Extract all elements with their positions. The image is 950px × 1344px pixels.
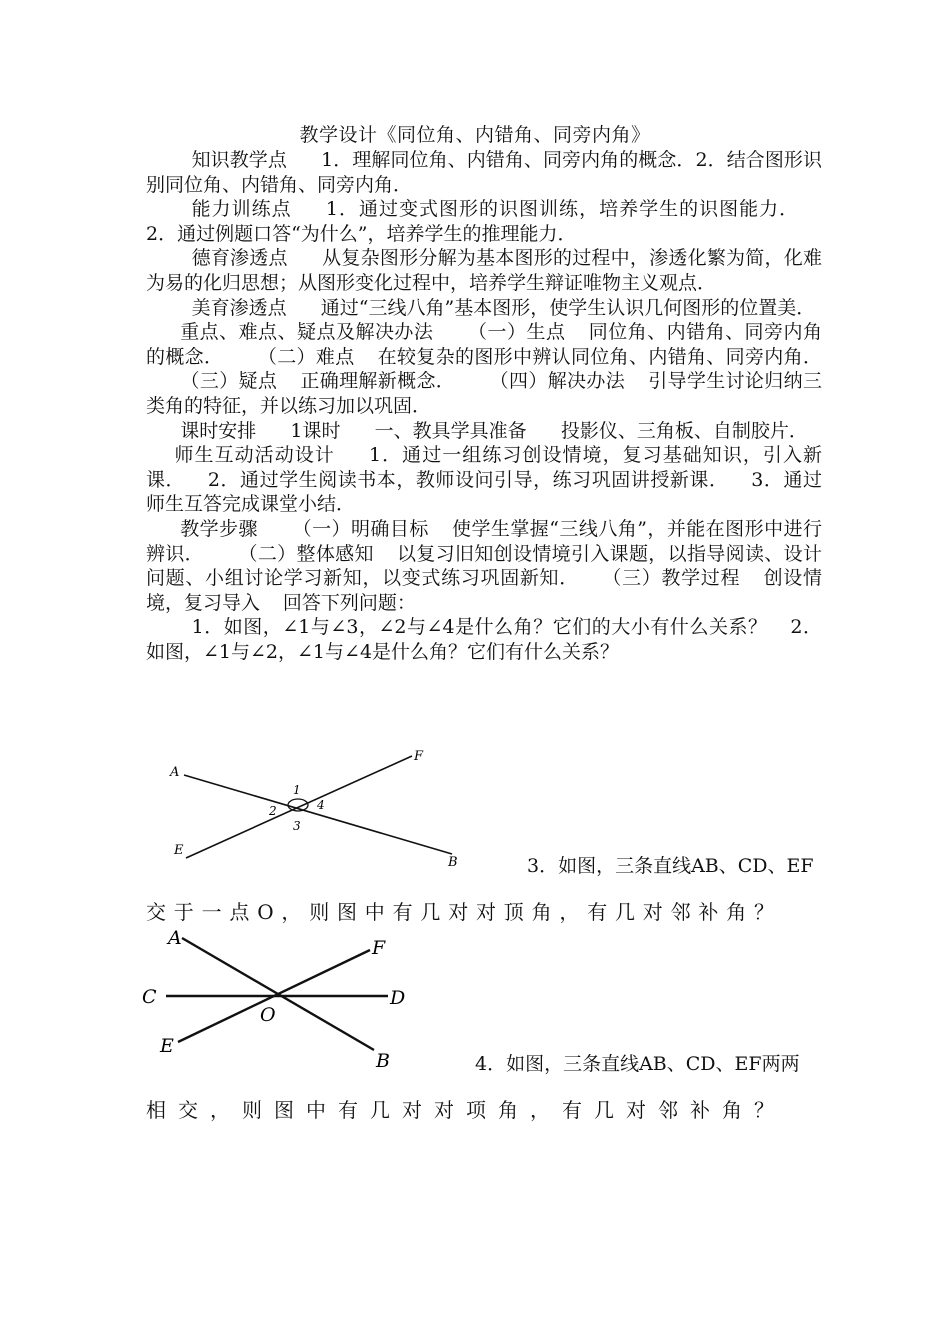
interaction-text-3: 3．通过师生互答完成课堂小结． — [146, 468, 822, 516]
label-b: B — [448, 855, 458, 870]
question-3-end: 交于一点O，则图中有几对对顶角，有几对邻补角？ — [146, 900, 774, 924]
steps-s1-label: （一）明确目标 — [292, 517, 429, 540]
keypoints-p2-text: 在较复杂的图形中辨认同位角、内错角、同旁内角． — [377, 345, 822, 368]
paragraph-schedule — [146, 419, 822, 444]
steps-s1-text: 使学生掌握“三线八角”，并能在图形中进行辨识． — [146, 517, 822, 565]
paragraph-beauty — [146, 296, 822, 321]
line-ab — [184, 775, 452, 854]
keypoints-p3-label: （三）疑点 — [180, 370, 278, 393]
label-b: B — [376, 1050, 390, 1072]
keypoints-p2-label: （二）难点 — [257, 345, 355, 368]
label-o: O — [260, 1004, 276, 1026]
interaction-text-1: 1．通过一组练习创设情境，复习基础知识，引入新课． — [146, 444, 822, 491]
ability-label: 能力训练点 — [191, 198, 292, 221]
question-4-end: 相交，则图中有几对对项角，有几对邻补角？ — [146, 1098, 774, 1122]
moral-text: 从复杂图形分解为基本图形的过程中，渗透化繁为简，化难为易的化归思想；从图形变化过程中，培养学生辩证唯物主义观点． — [146, 247, 822, 294]
beauty-label: 美育渗透点 — [191, 296, 287, 319]
steps-s3-text: 回答下列问题： — [282, 591, 416, 614]
keypoints-p3-text: 正确理解新概念． — [300, 370, 456, 393]
label-angle-4: 4 — [317, 798, 325, 812]
interaction-label: 师生互动活动设计 — [174, 444, 335, 467]
tools-text: 投影仪、三角板、自制胶片． — [560, 419, 808, 442]
label-e: E — [160, 1035, 174, 1057]
figure-2-svg — [138, 924, 418, 1076]
paragraph-ability — [146, 197, 822, 246]
steps-s2-label: （二）整体感知 — [238, 542, 374, 565]
keypoints-p1-label: （一）生点 — [467, 321, 566, 344]
paragraph-keypoints — [146, 320, 822, 418]
document-title: 教学设计《同位角、内错角、同旁内角》 — [299, 124, 651, 146]
keypoints-p4-text: 引导学生讨论归纳三类角的特征，并以练习加以巩固． — [146, 370, 822, 417]
question-2: 2．如图，∠1与∠2，∠1与∠4是什么角？它们有什么关系？ — [146, 616, 822, 663]
steps-s2-text: 以复习旧知创设情境引入课题，以指导阅读、设计问题、小组讨论学习新知，以变式练习巩固新知． — [146, 542, 822, 590]
paragraph-interaction — [146, 443, 822, 517]
document-body — [146, 148, 822, 664]
label-e: E — [174, 843, 184, 858]
line-ef — [186, 756, 412, 858]
schedule-text: 1课时 — [290, 419, 341, 442]
moral-label: 德育渗透点 — [191, 247, 288, 270]
question-3-start: 3．如图，三条直线AB、CD、EF — [527, 855, 814, 877]
keypoints-label: 重点、难点、疑点及解决办法 — [180, 321, 434, 344]
paragraph-questions — [146, 615, 822, 664]
ability-text-1: 1．通过变式图形的识图训练，培养学生的识图能力． — [325, 198, 800, 221]
label-angle-1: 1 — [293, 783, 301, 797]
label-f: F — [372, 937, 386, 959]
knowledge-text: 1．理解同位角、内错角、同旁内角的概念．2．结合图形识别同位角、内错角、同旁内角． — [146, 149, 822, 196]
interaction-text-2: 2．通过学生阅读书本，教师设问引导，练习巩固讲授新课． — [207, 468, 729, 491]
label-a: A — [170, 765, 180, 780]
label-angle-3: 3 — [293, 819, 301, 833]
steps-s3-label: （三）教学过程 — [601, 567, 741, 590]
figure-1 — [160, 748, 480, 878]
paragraph-knowledge — [146, 148, 822, 197]
question-1: 1．如图，∠1与∠3，∠2与∠4是什么角？它们的大小有什么关系？ — [191, 616, 768, 639]
knowledge-label: 知识教学点 — [191, 149, 287, 171]
figure-2 — [138, 924, 418, 1076]
keypoints-p4-label: （四）解决办法 — [489, 370, 626, 393]
beauty-text: 通过“三线八角”基本图形，使学生认识几何图形的位置美． — [320, 296, 816, 319]
schedule-label: 课时安排 — [180, 419, 257, 442]
label-f: F — [414, 749, 424, 764]
figure-1-svg — [160, 748, 480, 878]
steps-label: 教学步骤 — [180, 517, 258, 540]
label-c: C — [142, 986, 157, 1008]
question-4-start: 4．如图，三条直线AB、CD、EF两两 — [475, 1053, 800, 1075]
label-d: D — [390, 987, 406, 1009]
steps-s3-sub: 创设情境，复习导入 — [146, 567, 822, 614]
keypoints-p1-text: 同位角、内错角、同旁内角的概念． — [146, 321, 822, 368]
tools-label: 一、教具学具准备 — [374, 419, 527, 442]
label-angle-2: 2 — [269, 804, 277, 818]
paragraph-steps — [146, 517, 822, 615]
label-a: A — [168, 927, 182, 949]
ability-text-2: 2．通过例题口答“为什么”，培养学生的推理能力． — [146, 222, 577, 245]
paragraph-moral — [146, 246, 822, 295]
